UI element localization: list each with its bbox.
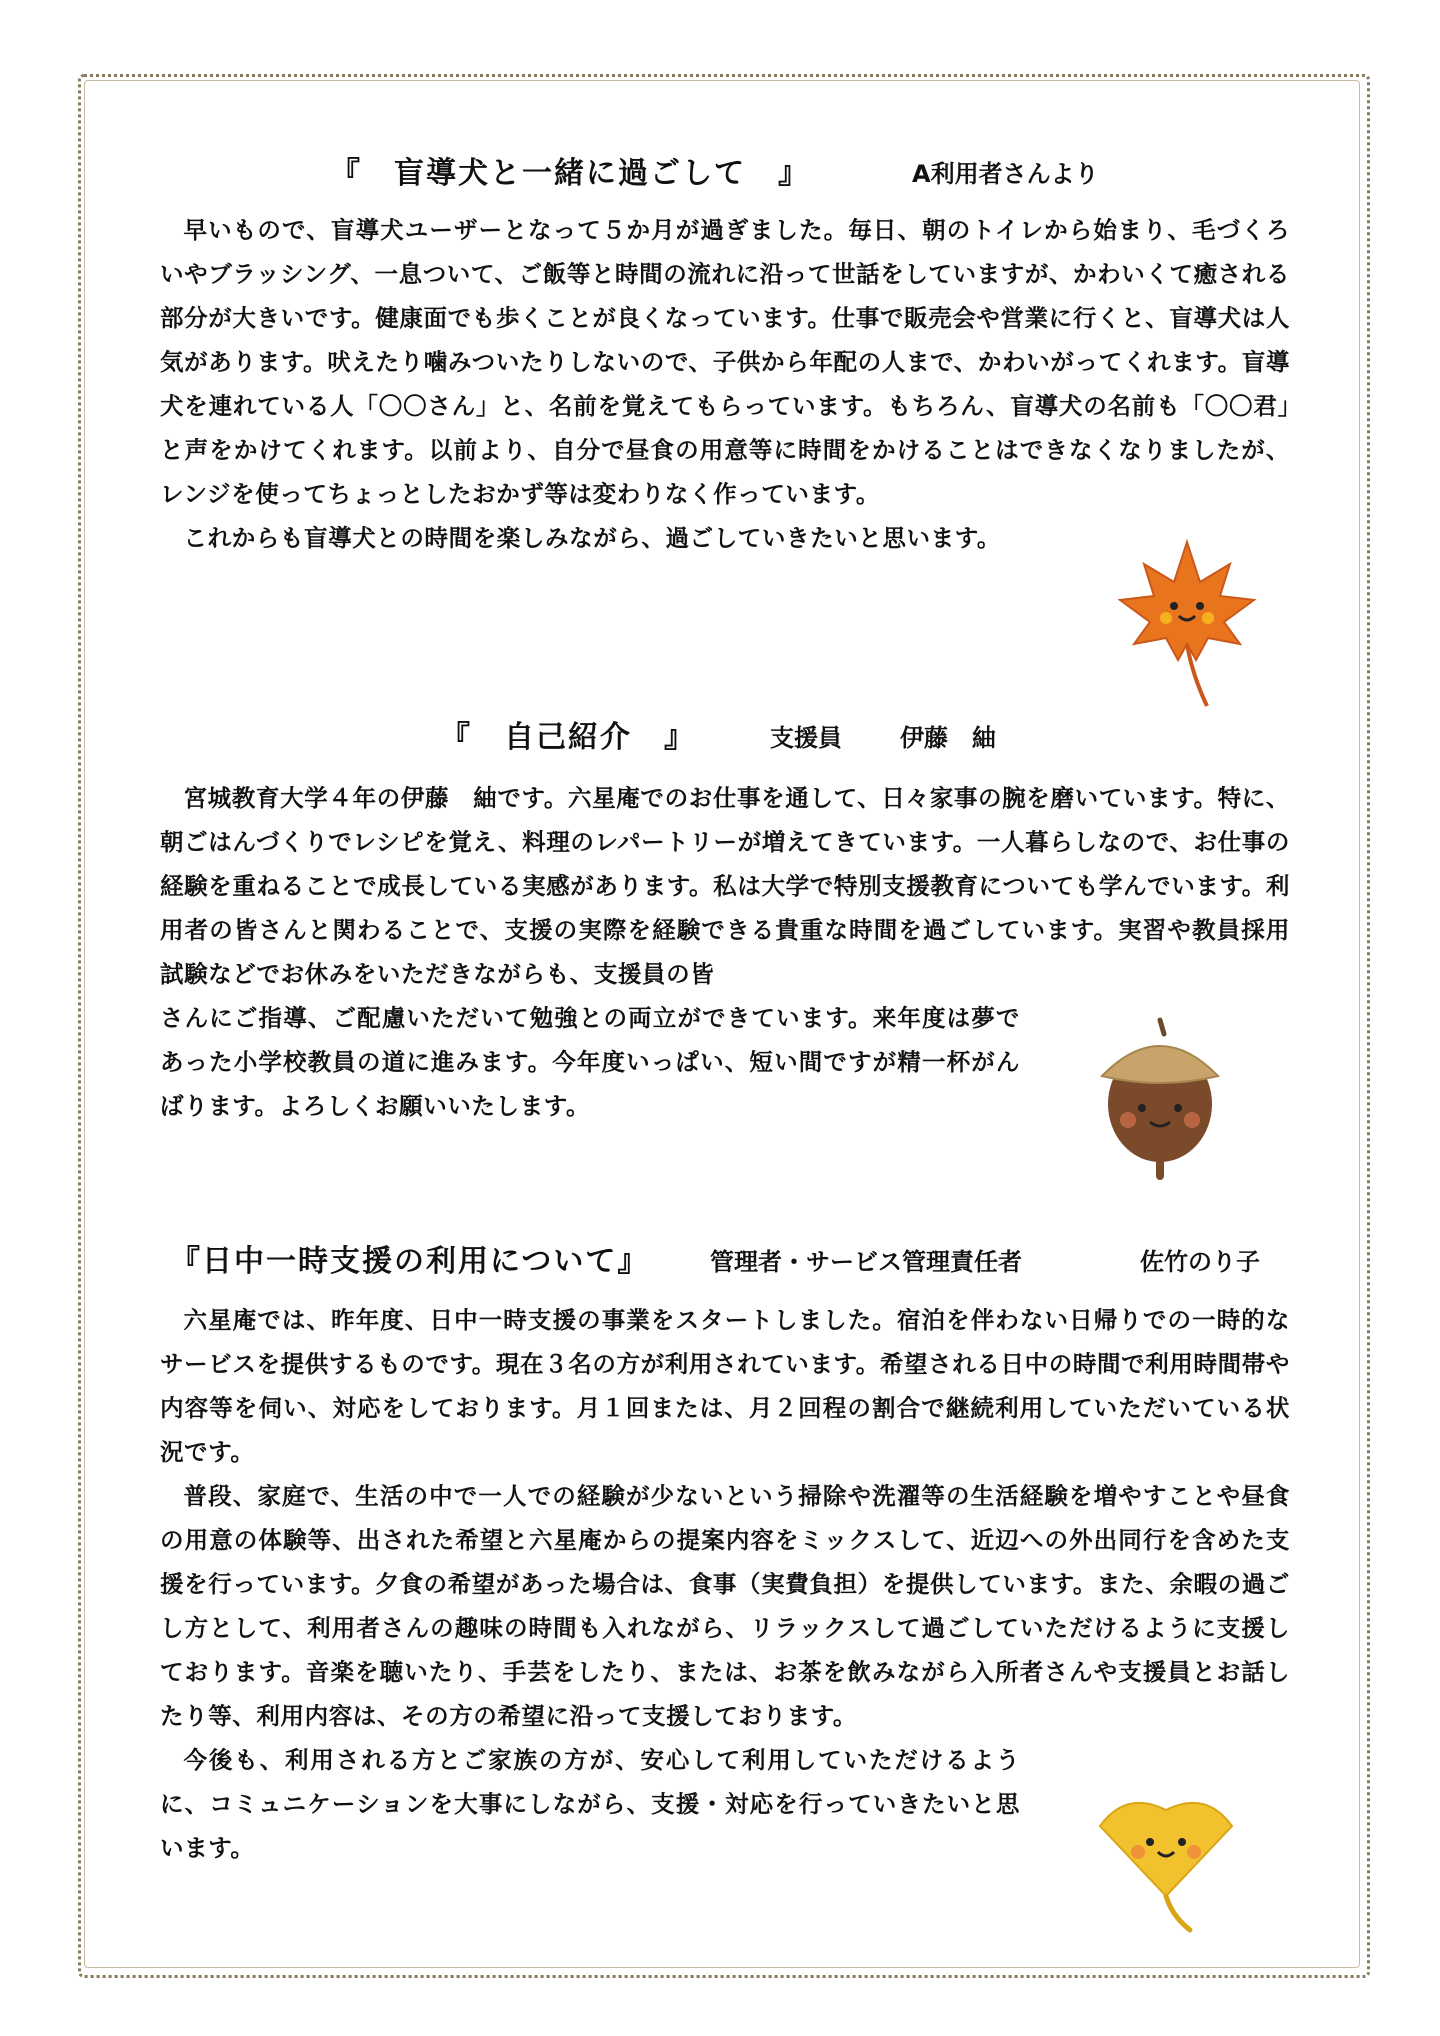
section-day-support <box>160 1236 1290 1870</box>
section-author: A利用者さんより <box>912 160 1099 188</box>
section-title: 『日中一時支援の利用について』 <box>170 1244 650 1279</box>
section-title: 『 盲導犬と一緒に過ごして 』 <box>330 156 810 191</box>
paragraph: 今後も、利用される方とご家族の方が、安心して利用していただけるように、コミュニケーションを大事にしながら、支援・対応を行っていきたいと思います。 <box>160 1746 1020 1862</box>
section-role: 管理者・サービス管理責任者 <box>710 1248 1022 1276</box>
paragraph: 普段、家庭で、生活の中で一人での経験が少ないという掃除や洗濯等の生活経験を増やすことや昼食の用意の体験等、出された希望と六星庵からの提案内容をミックスして、近辺への外出同行を含めた支援を行っています。夕食の希望があった場合は、食事（実費負担）を提供しています。また、余暇の過ごし方として、利用者さんの趣味の時間も入れながら、リラックスして過ごしていただけるように支援しております。音楽を聴いたり、手芸をしたり、または、お茶を飲みながら入所者さんや支援員とお話したり等、利用内容は、その方の希望に沿って支援しております。 <box>160 1482 1290 1730</box>
section-title: 『 自己紹介 』 <box>440 720 696 755</box>
section-heading <box>160 148 1290 194</box>
section-heading <box>160 1236 1290 1282</box>
acorn-icon <box>1090 1016 1230 1182</box>
paragraph: 六星庵では、昨年度、日中一時支援の事業をスタートしました。宿泊を伴わない日帰りでの一時的なサービスを提供するものです。現在３名の方が利用されています。希望される日中の時間で利用時間帯や内容等を伺い、対応をしております。月１回または、月２回程の割合で継続利用していただいている状況です。 <box>160 1306 1290 1466</box>
section-heading <box>160 712 1290 758</box>
paragraph: 宮城教育大学４年の伊藤 紬です。六星庵でのお仕事を通して、日々家事の腕を磨いています。特に、朝ごはんづくりでレシピを覚え、料理のレパートリーが増えてきています。一人暮らしなので、お仕事の経験を重ねることで成長している実感があります。私は大学で特別支援教育についても学んでいます。利用者の皆さんと関わることで、支援の実際を経験できる貴重な時間を過ごしています。実習や教員採用試験などでお休みをいただきながらも、支援員の皆 <box>160 784 1290 988</box>
section-guide-dog <box>160 148 1290 560</box>
paragraph: 早いもので、盲導犬ユーザーとなって５か月が過ぎました。毎日、朝のトイレから始まり、毛づくろいやブラッシング、一息ついて、ご飯等と時間の流れに沿って世話をしていますが、かわいくて癒される部分が大きいです。健康面でも歩くことが良くなっています。仕事で販売会や営業に行くと、盲導犬は人気があります。吠えたり噛みついたりしないので、子供から年配の人まで、かわいがってくれます。盲導犬を連れている人「〇〇さん」と、名前を覚えてもらっています。もちろん、盲導犬の名前も「〇〇君」と声をかけてくれます。以前より、自分で昼食の用意等に時間をかけることはできなくなりましたが、レンジを使ってちょっとしたおかず等は変わりなく作っています。 <box>160 216 1290 508</box>
section-body <box>160 1298 1290 1870</box>
section-author: 佐竹のり子 <box>1140 1248 1260 1276</box>
section-role: 支援員 <box>770 724 842 752</box>
maple-leaf-icon <box>1112 534 1262 714</box>
paragraph: これからも盲導犬との時間を楽しみながら、過ごしていきたいと思います。 <box>183 524 1002 552</box>
section-body <box>160 208 1290 560</box>
ginkgo-leaf-icon <box>1086 1786 1246 1936</box>
section-author: 伊藤 紬 <box>900 724 996 752</box>
paragraph: さんにご指導、ご配慮いただいて勉強との両立ができています。来年度は夢であった小学校教員の道に進みます。今年度いっぱい、短い間ですが精一杯がんばります。よろしくお願いいたします。 <box>160 1004 1020 1120</box>
